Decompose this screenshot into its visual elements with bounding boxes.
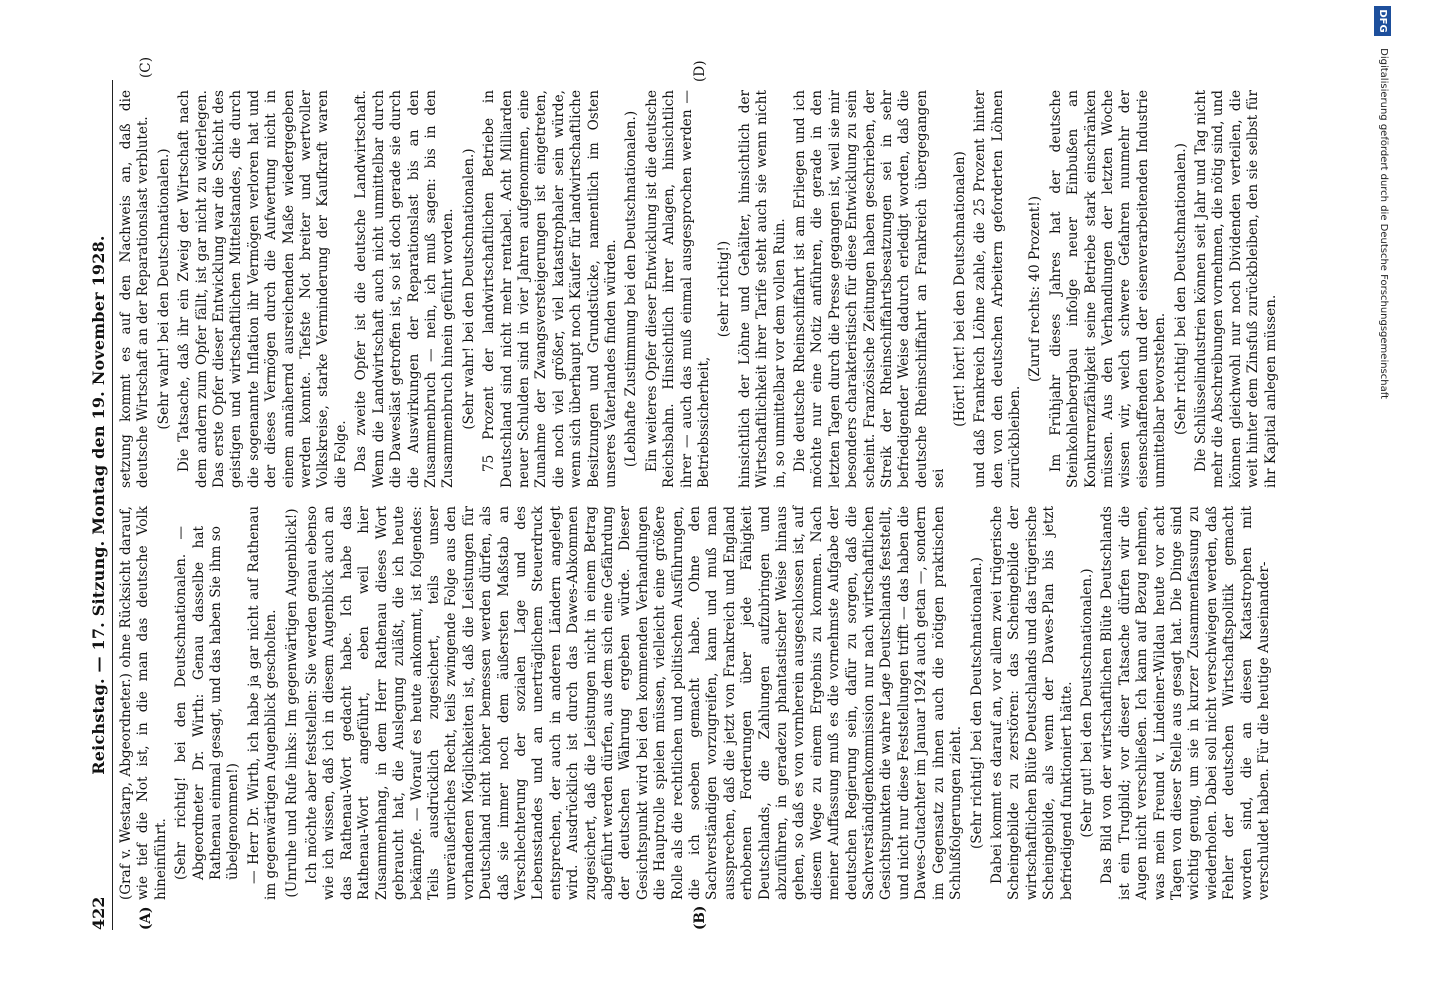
digitization-strip (1368, 0, 1432, 1000)
paragraph: Ich möchte aber feststellen: Sie werden genau ebenso wie ich wissen, daß ich in diesem Augenblick auch an das Rathenau-Wort gedacht habe. Ich habe das Rathenau-Wort angeführt, eben weil hier Zusammenhang, in dem Herr Rathenau dieses Wort gebraucht hat, die Auslegung zuläßt, die ich heute bekämpfe. — Worauf es heute ankommt, ist folgendes: Teils ausdrücklich zugesichert, teils unser unveräußerliches Recht, teils zwingende Folge aus den vorhandenen Möglichkeiten ist, daß die Leistungen für Deutschland nicht höher bemessen werden dürfen, als daß sie immer noch dem äußersten Maßstab an Verschlechterung der sozialen Lage und des Lebensstandes und an unerträglichem Steuerdruck entsprechen, der auch in anderen Ländern angelegt wird. Ausdrücklich ist durch das Dawes-Abkommen zugesichert, daß die Leistungen nicht in einem Betrag abgeführt werden dürfen, aus dem sich eine Gefährdung der deutschen Währung ergeben würde. Dieser Gesichtspunkt wird bei den kommenden Verhandlungen die Hauptrolle spielen müssen, vielleicht eine größere Rolle als die rechtlichen und politischen Ausführungen, die ich soeben gemacht habe. Ohne den Sachverständigen vorzugreifen, kann und muß man aussprechen, daß die jetzt von Frankreich und England erhobenen Forderungen über jede Fähigkeit Deutschlands, die Zahlungen aufzubringen und abzuführen, in geradezu phantastischer Weise hinaus gehen, so daß es von vornherein ausgeschlossen ist, auf diesem Wege zu einem Ergebnis zu kommen. Nach meiner Auffassung muß es die vornehmste Aufgabe der deutschen Regierung sein, dafür zu sorgen, daß die Sachverständigenkommission nur nach wirtschaftlichen Gesichtspunkten die wahre Lage Deutschlands feststellt, und nicht nur diese Feststellungen trifft — das haben die Dawes-Gutachter im Januar 1924 auch getan —, sondern im Gegensatz zu ihnen auch die nötigen praktischen Schlußfolgerungen zieht. (304, 506, 965, 900)
interjection: (Sehr gut! bei den Deutschnationalen.) (1078, 568, 1095, 838)
paragraph: hinsichtlich der Löhne und Gehälter, hinsichtlich der Wirtschaftlichkeit ihrer Tarife steht auch sie wenn nicht in, so unmittelbar vor dem vollen Ruin. (736, 90, 788, 488)
digitization-note: Digitalisierung gefördert durch die Deutsche Forschungsgemeinschaft (1378, 48, 1389, 399)
margin-marker-a: (A) (138, 906, 154, 930)
running-title: Reichstag. — 17. Sitzung. Montag den 19. November 1928. (89, 235, 108, 775)
paragraph: Das zweite Opfer ist die deutsche Landwirtschaft. Wenn die Landwirtschaft auch nicht unmittelbar durch die Dawesläst getroffen ist, so ist doch gerade sie durch die Auswirkungen der Reparationslast bis an den Zusammenbruch — nein, ich muß sagen: bis in den Zusammenbruch hinein geführt worden. (353, 90, 457, 488)
paragraph: Die Schlüsselindustrien können seit Jahr und Tag nicht mehr die Abschreibungen vornehmen, die nötig sind, und können gleichwohl nur noch Dividenden verteilen, die weit hinter dem Zinsfuß zurückbleiben, den sie selbst für ihr Kapital anlegen müssen. (1192, 90, 1279, 488)
paragraph: (Graf v. Westarp, Abgeordneter.) ohne Rücksicht darauf, wie tief die Not ist, in die man das deutsche Volk hineinführt. (118, 506, 169, 900)
interjection: (Sehr richtig! bei den Deutschnationalen. — Abgeordneter Dr. Wirth: Genau dasselbe hat Rathenau einmal gesagt, und das haben Sie ihm so übelgenommen!) (173, 526, 242, 880)
right-column (118, 90, 1283, 488)
left-column (118, 506, 1276, 900)
interjection: (sehr richtig!) (716, 240, 733, 338)
interjection: (Sehr richtig! bei den Deutschnationalen.) (968, 557, 985, 849)
paragraph: und daß Frankreich Löhne zahle, die 25 Prozent hinter den von den deutschen Arbeitern geforderten Löhnen zurückbleiben. (972, 90, 1023, 488)
paragraph: Die Tatsache, daß ihr ein Zweig der Wirtschaft nach dem andern zum Opfer fällt, ist gar nicht zu widerlegen. Das erste Opfer dieser Entwicklung war die Schicht des geistigen und wirtschaftlichen Mittelstandes, die durch die sogenannte Inflation ihr Vermögen verloren hat und der dieses Vermögen durch die Aufwertung nicht in einem annähernd ausreichenden Maße wiedergegeben werden konnte. Tiefste Not breiter und wertvoller Volkskreise, starke Verminderung der Kaufkraft waren die Folge. (176, 90, 349, 488)
paragraph: setzung kommt es auf den Nachweis an, daß die deutsche Wirtschaft an der Reparationslast verblutet. (118, 90, 152, 488)
paragraph: 75 Prozent der landwirtschaftlichen Betriebe in Deutschland sind nicht mehr rentabel. Acht Milliarden neuer Schulden sind in vier Jahren aufgenommen, eine Zunahme der Zwangsversteigerungen ist eingetreten, die noch viel größer, viel katastrophaler sein würde, wenn sich überhaupt noch Käufer für landwirtschaftliche Besitzungen und Grundstücke, namentlich im Osten unseres Vaterlandes finden würden. (481, 90, 619, 488)
interjection: (Sehr wahr! bei den Deutschnationalen.) (155, 148, 172, 430)
dfg-logo: DFG (1374, 6, 1391, 36)
interjection: (Sehr wahr! bei den Deutschnationalen.) (460, 148, 477, 430)
running-header (88, 80, 113, 930)
interjection: (Lebhafte Zustimmung bei den Deutschnationalen.) (623, 110, 640, 468)
margin-marker-d: (D) (692, 60, 708, 82)
interjection: (Unruhe und Rufe links: Im gegenwärtigen Augenblick!) (283, 508, 300, 898)
paragraph: Dabei kommt es darauf an, vor allem zwei trügerische Scheingebilde zu zerstören: das Scheingebilde der wirtschaftlichen Blüte Deutschlands und das trügerische Scheingebilde, als wenn der Dawes-Plan bis jetzt befriedigend funktioniert hätte. (988, 506, 1075, 900)
page-number: 422 (89, 896, 108, 930)
interjection: (Zuruf rechts: 40 Prozent!) (1027, 196, 1044, 382)
paragraph: Das Bild von der wirtschaftlichen Blüte Deutschlands ist ein Trugbild; vor dieser Tatsache dürfen wir die Augen nicht verschließen. Ich kann auf Bezug nehmen, was mein Freund v. Lindeiner-Wildau heute vor acht Tagen von dieser Stelle aus gesagt hat. Die Dinge sind wichtig genug, um sie in kurzer Zusammenfassung zu wiederholen. Dabei soll nicht verschwiegen werden, daß Fehler der deutschen Wirtschaftspolitik gemacht worden sind, die an diesen Katastrophen mit verschuldet haben. Für die heutige Auseinander- (1099, 506, 1272, 900)
paragraph: Ein weiteres Opfer dieser Entwicklung ist die deutsche Reichsbahn. Hinsichtlich ihrer Anlagen, hinsichtlich ihrer — auch das muß einmal ausgesprochen werden — Betriebssicherheit, (643, 90, 712, 488)
margin-marker-b: (B) (692, 905, 708, 930)
interjection: (Hört! hört! bei den Deutschnationalen) (951, 151, 968, 427)
paragraph: Im Frühjahr dieses Jahres hat der deutsche Steinkohlenbergbau infolge neuer Einbußen an Konkurrenzfähigkeit seine Betriebe stark einschränken müssen. Aus den Verhandlungen der letzten Woche wissen wir, welch schwere Gefahren nunmehr der eisenschaffenden und der eisenverarbeitenden Industrie unmittelbar bevorstehen. (1047, 90, 1169, 488)
paragraph: — Herr Dr. Wirth, ich habe ja gar nicht auf Rathenau im gegenwärtigen Augenblick gescholten. (245, 506, 280, 900)
paragraph: Die deutsche Rheinschiffahrt ist am Erliegen und ich möchte nur eine Notiz anführen, die gerade in den letzten Tagen durch die Presse gegangen ist, weil sie mir besonders charakteristisch für diese Entwicklung zu sein scheint. Französische Zeitungen haben geschrieben, der Streik der Rheinschiffahrtsbesatzungen sei in sehr befriedigender Weise dadurch erledigt worden, daß die deutsche Rheinschiffahrt an Frankreich übergegangen sei (792, 90, 948, 488)
interjection: (Sehr richtig! bei den Deutschnationalen.) (1172, 143, 1189, 435)
margin-marker-c: (C) (138, 56, 154, 78)
